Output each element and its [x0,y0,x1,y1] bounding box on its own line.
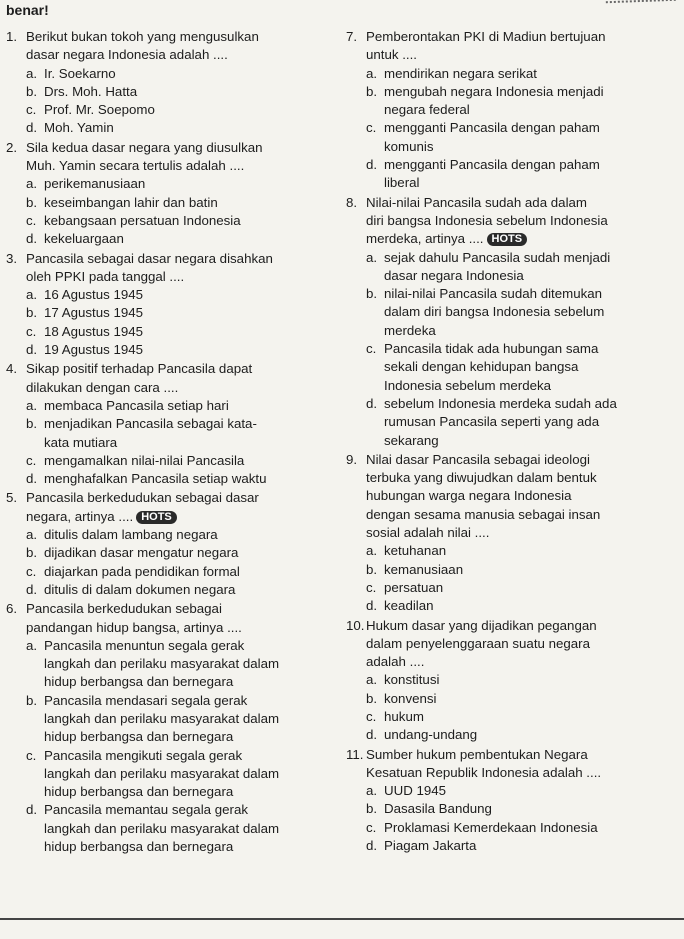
option-letter: d. [26,342,38,358]
option-list [26,175,336,248]
option-text [44,304,336,322]
option-line: negara federal [384,102,470,118]
answer-option [26,801,336,856]
answer-option [366,837,678,855]
question-number: 9. [346,451,358,467]
option-line: sekarang [384,432,439,448]
question-text [366,451,678,542]
answer-option [26,212,336,230]
answer-option [366,579,678,597]
question-text [26,360,336,397]
option-line: Prof. Mr. Soepomo [44,102,155,118]
answer-option [26,692,336,747]
question-stem [346,746,678,783]
question-line: Pancasila berkedudukan sebagai [26,601,222,617]
option-line: Piagam Jakarta [384,838,477,854]
option-letter: b. [26,83,38,99]
question-line: oleh PPKI pada tanggal .... [26,268,185,284]
answer-option [366,83,678,120]
answer-option [366,542,678,560]
option-text [44,212,336,230]
answer-option [26,526,336,544]
question-line: dilakukan dengan cara .... [26,379,179,395]
option-line: keseimbangan lahir dan batin [44,194,218,210]
page-header: benar! [6,2,49,18]
option-text [384,671,678,689]
answer-option [26,637,336,692]
answer-option [26,581,336,599]
option-text [44,415,336,452]
option-line: konvensi [384,690,437,706]
option-line: mengganti Pancasila dengan paham [384,120,600,136]
option-line: konstitusi [384,672,440,688]
answer-option [366,561,678,579]
option-line: ketuhanan [384,543,447,559]
option-letter: b. [26,416,38,432]
option-line: Pancasila tidak ada hubungan sama [384,341,599,357]
question-number: 6. [6,601,18,617]
option-letter: b. [366,801,378,817]
option-line: hidup berbangsa dan bernegara [44,729,234,745]
option-line: 18 Agustus 1945 [44,323,144,339]
question-text [366,617,678,672]
answer-option [26,341,336,359]
option-line: 19 Agustus 1945 [44,342,144,358]
option-text [44,83,336,101]
option-line: Drs. Moh. Hatta [44,83,138,99]
option-letter: c. [26,563,37,579]
option-letter: a. [366,672,378,688]
answer-option [26,101,336,119]
option-text [44,230,336,248]
option-text [44,65,336,83]
answer-option [26,83,336,101]
option-line: Dasasila Bandung [384,801,492,817]
question-line: merdeka, artinya .... HOTS [366,230,678,248]
option-line: dalam diri bangsa Indonesia sebelum [384,304,605,320]
option-letter: c. [366,120,377,136]
option-text [384,690,678,708]
option-line: Pancasila menuntun segala gerak [44,637,245,653]
option-letter: d. [366,838,378,854]
question-stem [346,451,678,542]
question-item [6,250,336,360]
option-line: sebelum Indonesia merdeka sudah ada [384,395,617,411]
question-line: Sumber hukum pembentukan Negara [366,746,588,762]
answer-option [366,65,678,83]
option-text [44,544,336,562]
question-text [366,194,678,249]
option-text [44,101,336,119]
option-line: 17 Agustus 1945 [44,305,144,321]
option-line: hidup berbangsa dan bernegara [44,674,234,690]
option-line: komunis [384,138,434,154]
option-list [26,397,336,488]
option-text [44,194,336,212]
option-text [44,637,336,692]
question-text [26,28,336,65]
option-letter: a. [26,176,38,192]
answer-option [26,230,336,248]
option-letter: c. [366,819,377,835]
answer-option [26,452,336,470]
question-stem [6,600,336,637]
option-letter: b. [366,690,378,706]
question-line: Nilai dasar Pancasila sebagai ideologi [366,451,590,467]
option-letter: a. [366,783,378,799]
option-letter: d. [26,802,38,818]
option-line: ditulis di dalam dokumen negara [44,581,236,597]
question-stem [6,360,336,397]
option-letter: d. [26,581,38,597]
option-line: nilai-nilai Pancasila sudah ditemukan [384,286,603,302]
answer-option [26,544,336,562]
option-text [384,285,678,340]
question-line: dengan sesama manusia sebagai insan [366,506,601,522]
option-text [384,837,678,855]
answer-option [26,65,336,83]
option-letter: d. [366,727,378,743]
option-letter: a. [366,65,378,81]
question-line: sosial adalah nilai .... [366,525,490,541]
option-line: Proklamasi Kemerdekaan Indonesia [384,819,598,835]
option-line: Ir. Soekarno [44,65,116,81]
answer-option [26,747,336,802]
question-stem [6,489,336,526]
option-line: menghafalkan Pancasila setiap waktu [44,471,267,487]
answer-option [366,597,678,615]
question-stem [6,28,336,65]
option-text [44,286,336,304]
option-text [384,340,678,395]
option-letter: a. [366,249,378,265]
option-line: Indonesia sebelum merdeka [384,377,552,393]
option-line: langkah dan perilaku masyarakat dalam [44,765,280,781]
question-text [366,28,678,65]
option-line: merdeka [384,322,436,338]
answer-option [366,726,678,744]
option-letter: b. [26,194,38,210]
question-number: 8. [346,194,358,210]
question-item [6,360,336,488]
option-letter: a. [26,65,38,81]
option-line: langkah dan perilaku masyarakat dalam [44,820,280,836]
option-text [44,175,336,193]
answer-option [26,304,336,322]
answer-option [366,708,678,726]
option-letter: b. [366,561,378,577]
question-stem [346,617,678,672]
option-line: keadilan [384,598,434,614]
scribble-mark [606,0,676,13]
question-line: Nilai-nilai Pancasila sudah ada dalam [366,194,588,210]
option-letter: a. [366,543,378,559]
question-text [26,139,336,176]
option-line: Moh. Yamin [44,120,114,136]
question-line: diri bangsa Indonesia sebelum Indonesia [366,212,608,228]
option-line: hidup berbangsa dan bernegara [44,839,234,855]
option-line: diajarkan pada pendidikan formal [44,563,240,579]
answer-option [26,470,336,488]
option-line: persatuan [384,579,444,595]
answer-option [366,782,678,800]
option-line: membaca Pancasila setiap hari [44,397,229,413]
option-line: kata mutiara [44,434,118,450]
option-text [384,83,678,120]
option-text [384,597,678,615]
question-line: terbuka yang diwujudkan dalam bentuk [366,470,597,486]
question-stem [6,139,336,176]
question-item [346,746,678,856]
answer-option [26,415,336,452]
question-line: Sila kedua dasar negara yang diusulkan [26,139,263,155]
option-text [44,747,336,802]
option-line: mengubah negara Indonesia menjadi [384,83,604,99]
option-text [384,249,678,286]
answer-option [26,175,336,193]
option-text [44,563,336,581]
question-line: negara, artinya .... HOTS [26,508,336,526]
answer-option [26,194,336,212]
question-item [6,489,336,599]
answer-option [366,156,678,193]
answer-option [26,563,336,581]
option-text [384,395,678,450]
question-text [26,250,336,287]
question-item [346,617,678,745]
option-list [366,782,678,855]
option-text [384,542,678,560]
answer-option [366,119,678,156]
option-letter: b. [26,305,38,321]
option-line: kemanusiaan [384,561,464,577]
option-line: UUD 1945 [384,783,447,799]
option-letter: b. [26,692,38,708]
question-line: hubungan warga negara Indonesia [366,488,572,504]
option-text [384,65,678,83]
option-line: sejak dahulu Pancasila sudah menjadi [384,249,611,265]
option-line: liberal [384,175,420,191]
question-line: Kesatuan Republik Indonesia adalah .... [366,764,602,780]
option-letter: d. [366,598,378,614]
question-line: Sikap positif terhadap Pancasila dapat [26,361,253,377]
right-column [346,28,678,856]
option-text [44,526,336,544]
option-letter: a. [26,637,38,653]
question-number: 2. [6,139,18,155]
option-letter: b. [366,83,378,99]
option-text [384,579,678,597]
answer-option [366,819,678,837]
question-number: 5. [6,490,18,506]
hots-badge: HOTS [136,511,177,524]
option-line: langkah dan perilaku masyarakat dalam [44,710,280,726]
question-line: Hukum dasar yang dijadikan pegangan [366,617,597,633]
option-list [366,542,678,615]
option-text [384,800,678,818]
option-line: mengganti Pancasila dengan paham [384,157,600,173]
option-list [26,526,336,599]
question-stem [6,250,336,287]
option-text [44,341,336,359]
option-line: Pancasila mengikuti segala gerak [44,747,243,763]
question-line: dasar negara Indonesia adalah .... [26,47,228,63]
bottom-divider [0,918,684,920]
option-line: undang-undang [384,727,478,743]
answer-option [366,800,678,818]
question-item [6,28,336,138]
question-item [346,28,678,193]
option-letter: c. [366,341,377,357]
option-letter: c. [26,452,37,468]
option-text [384,782,678,800]
option-letter: c. [26,747,37,763]
option-list [366,671,678,744]
question-line: Pancasila sebagai dasar negara disahkan [26,250,273,266]
option-text [44,323,336,341]
question-line: Pemberontakan PKI di Madiun bertujuan [366,29,606,44]
question-number: 4. [6,361,18,377]
option-text [44,801,336,856]
option-line: mengamalkan nilai-nilai Pancasila [44,452,245,468]
question-number: 10. [346,617,365,633]
option-text [44,581,336,599]
answer-option [366,690,678,708]
option-list [366,65,678,193]
option-list [366,249,678,450]
option-letter: c. [26,102,37,118]
option-line: kebangsaan persatuan Indonesia [44,212,241,228]
question-text [26,489,336,526]
answer-option [366,395,678,450]
option-line: menjadikan Pancasila sebagai kata- [44,416,257,432]
option-text [44,397,336,415]
option-line: hukum [384,708,424,724]
option-line: Pancasila memantau segala gerak [44,802,249,818]
question-text [26,600,336,637]
answer-option [26,286,336,304]
question-number: 11. [346,746,364,762]
question-line: Pancasila berkedudukan sebagai dasar [26,490,259,506]
option-letter: a. [26,527,38,543]
option-line: perikemanusiaan [44,176,146,192]
option-text [384,119,678,156]
answer-option [366,340,678,395]
question-number: 3. [6,250,18,266]
left-column [6,28,336,857]
option-line: dasar negara Indonesia [384,267,524,283]
option-line: kekeluargaan [44,231,124,247]
question-item [346,194,678,450]
option-text [44,470,336,488]
option-line: ditulis dalam lambang negara [44,527,218,543]
option-text [384,561,678,579]
question-item [6,600,336,856]
option-letter: c. [366,708,377,724]
option-text [384,726,678,744]
question-line: adalah .... [366,654,425,670]
option-list [26,637,336,857]
option-line: mendirikan negara serikat [384,65,537,81]
option-text [384,819,678,837]
option-letter: b. [366,286,378,302]
question-stem [346,28,678,65]
option-letter: c. [366,579,377,595]
answer-option [26,397,336,415]
hots-badge: HOTS [487,233,528,246]
answer-option [366,285,678,340]
option-text [44,692,336,747]
question-line: Berikut bukan tokoh yang mengusulkan [26,29,259,44]
option-line: 16 Agustus 1945 [44,287,144,303]
option-letter: b. [26,545,38,561]
option-line: sekali dengan kehidupan bangsa [384,359,579,375]
question-number: 1. [6,29,18,44]
option-text [44,119,336,137]
option-letter: d. [26,231,38,247]
option-letter: a. [26,287,38,303]
option-line: rumusan Pancasila seperti yang ada [384,414,600,430]
question-number: 7. [346,29,358,44]
question-item [346,451,678,616]
question-line: untuk .... [366,47,417,63]
option-letter: c. [26,212,37,228]
answer-option [26,323,336,341]
option-letter: d. [366,395,378,411]
question-text [366,746,678,783]
answer-option [366,671,678,689]
option-letter: c. [26,323,37,339]
option-line: Pancasila mendasari segala gerak [44,692,248,708]
option-letter: a. [26,397,38,413]
option-line: dijadikan dasar mengatur negara [44,545,239,561]
question-line: Muh. Yamin secara tertulis adalah .... [26,158,245,174]
answer-option [26,119,336,137]
option-letter: d. [366,157,378,173]
option-line: langkah dan perilaku masyarakat dalam [44,656,280,672]
question-line: dalam penyelenggaraan suatu negara [366,635,591,651]
question-stem [346,194,678,249]
option-text [44,452,336,470]
option-letter: d. [26,120,38,136]
option-text [384,708,678,726]
option-list [26,65,336,138]
option-list [26,286,336,359]
option-text [384,156,678,193]
option-letter: d. [26,471,38,487]
option-line: hidup berbangsa dan bernegara [44,784,234,800]
question-item [6,139,336,249]
question-line: pandangan hidup bangsa, artinya .... [26,619,242,635]
answer-option [366,249,678,286]
